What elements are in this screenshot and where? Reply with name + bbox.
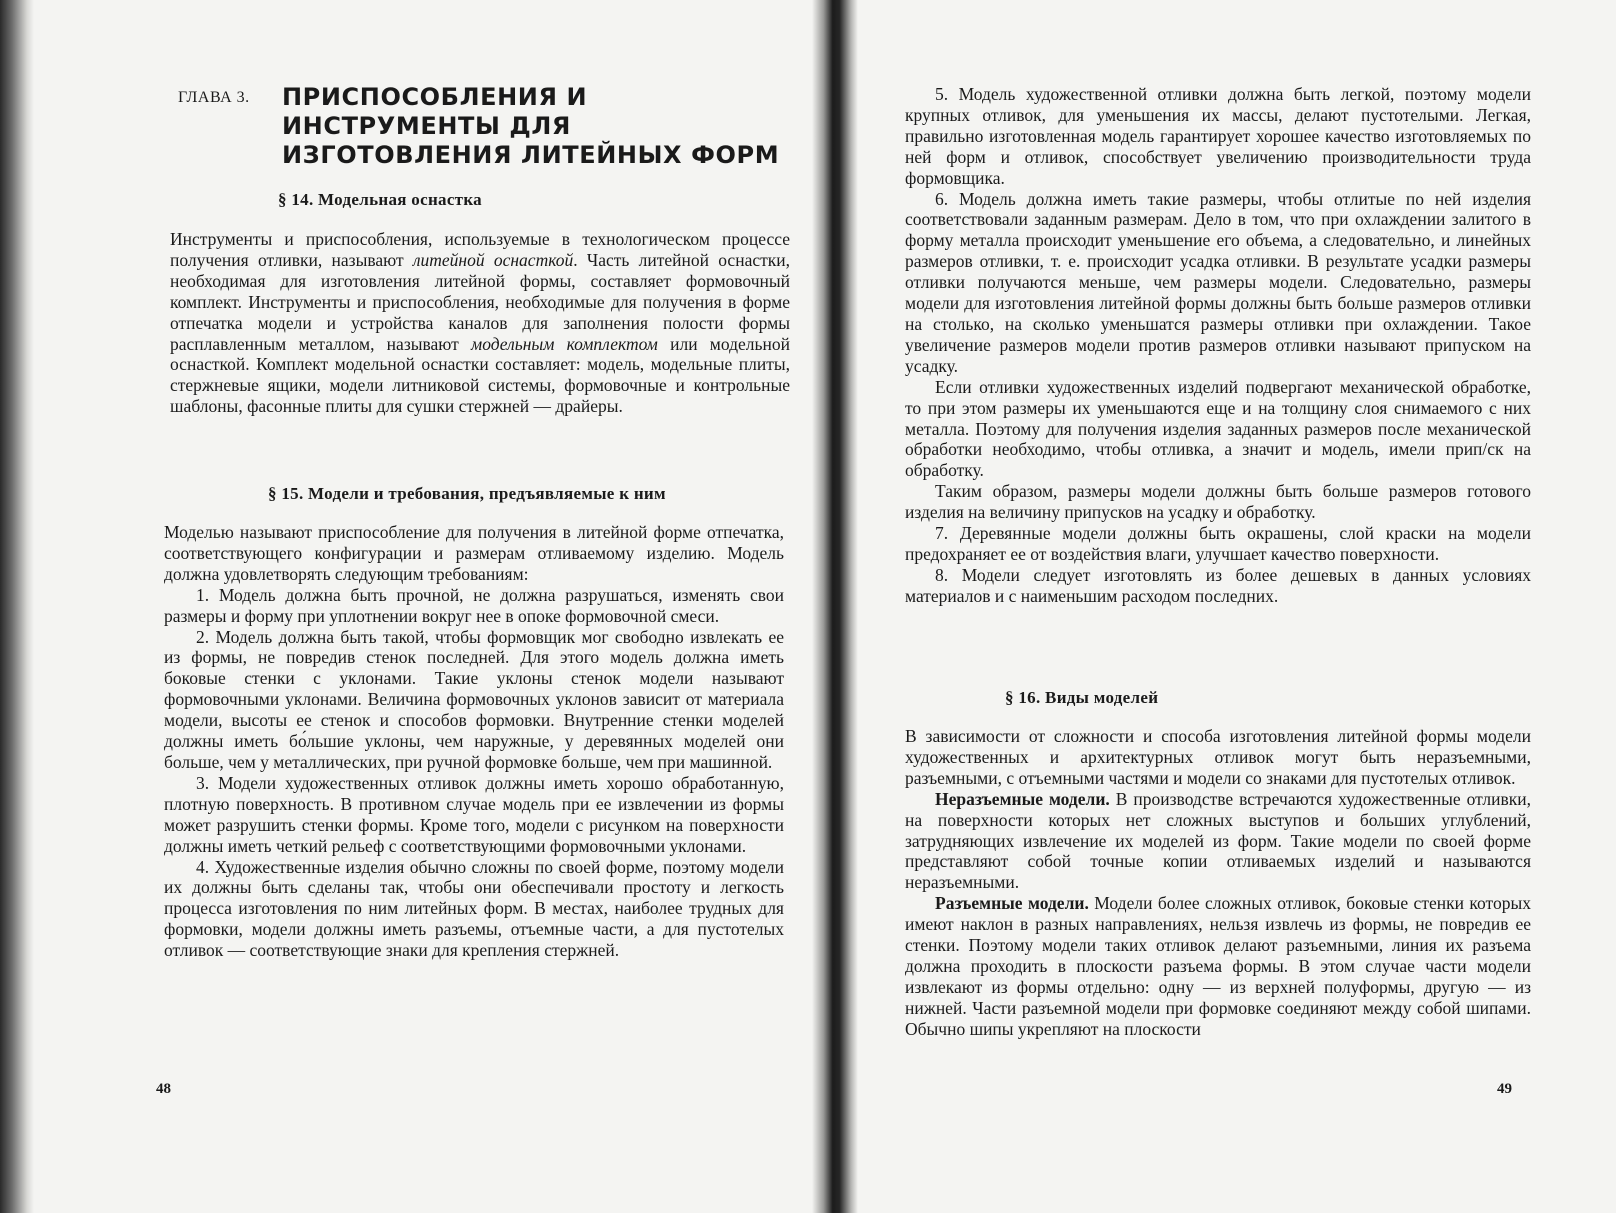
chapter-header xyxy=(178,83,798,173)
machining-allowance-paragraph: Если отливки художественных изделий подвергают механической обработке, то при этом размеры их уменьшаются еще и на толщину слоя снимаемого с них металла. Поэтому для получения изделия заданных размеров после механической обработки необходимо, чтобы отливка, а значит и модель, имели прип/ск на обработку. xyxy=(905,376,1531,481)
scan-shadow-left xyxy=(0,0,34,1213)
requirement-1: 1. Модель должна быть прочной, не должна разрушаться, изменять свои размеры и форму при уплотнении вокруг нее в опоке формовочной смеси. xyxy=(164,584,784,626)
chapter-label: ГЛАВА 3. xyxy=(178,89,250,106)
requirement-4: 4. Художественные изделия обычно сложны по своей форме, поэтому модели их должны быть сделаны так, чтобы они обеспечивали простоту и легкость процесса изготовления по ним литейных форм. В местах, наиболее трудных для формовки, модели должны иметь разъемы, отъемные части, а для пустотелых отливок — соответствующие знаки для крепления стержней. xyxy=(164,856,784,961)
term-split-models: Разъемные модели. xyxy=(935,893,1089,914)
requirements-continued xyxy=(905,84,1531,607)
term-model-kit: модельным комплектом xyxy=(471,333,658,354)
page-number-left: 48 xyxy=(156,1081,171,1097)
section-16-intro: В зависимости от сложности и способа изготовления литейной формы модели художественных и архитектурных отливок могут быть неразъемными, разъемными, с отъемными частями и модели со знаками для пустотелых отливок. xyxy=(905,726,1531,788)
section-14-paragraph: Инструменты и приспособления, используемые в технологическом процессе получения отливки, называют литейной оснасткой. Часть литейной оснастки, необходимая для изготовления литейной формы, составляет формовочный комплект. Инструменты и приспособления, необходимые для получения в форме отпечатка модели и устройства каналов для заполнения полости формы расплавленным металлом, называют модельным комплектом или модельной оснасткой. Комплект модельной оснастки составляет: модель, модельные плиты, стержневые ящики, модели литниковой системы, формовочные и контрольные шаблоны, фасонные плиты для сушки стержней — драйеры. xyxy=(170,229,790,417)
section-16-heading: § 16. Виды моделей xyxy=(1005,688,1159,707)
requirement-2: 2. Модель должна быть такой, чтобы формовщик мог свободно извлекать ее из формы, не повредив стенок последней. Для этого модель должна иметь боковые стенки с уклонами. Такие уклоны стенок модели называют формовочными уклонами. Величина формовочных уклонов зависит от материала модели, высоты ее стенок и способов формовки. Внутренние стенки моделей должны иметь бо́льшие уклоны, чем наружные, у деревянных моделей они больше, чем у металлических, при ручной формовке больше, чем при машинной. xyxy=(164,626,784,772)
section-15-body xyxy=(164,522,784,961)
requirement-5: 5. Модель художественной отливки должна быть легкой, поэтому модели крупных отливок, для уменьшения их массы, делают пустотелыми. Легкая, правильно изготовленная модель гарантирует хорошее качество изготовляемых по ней форм и отливок, способствует увеличению производительности труда формовщика. xyxy=(905,84,1531,188)
solid-models-paragraph: Неразъемные модели. В производстве встречаются художественные отливки, на поверхности которых нет сложных выступов и больших углублений, затрудняющих извлечение их моделей из форм. Такие модели по своей форме представляют собой точные копии отливаемых изделий и называются неразъемными. xyxy=(905,788,1531,893)
summary-paragraph: Таким образом, размеры модели должны быть больше размеров готового изделия на величину припусков на усадку и обработку. xyxy=(905,481,1531,523)
section-14-heading: § 14. Модельная оснастка xyxy=(278,190,482,209)
page-number-right: 49 xyxy=(1497,1081,1512,1097)
chapter-title: ПРИСПОСОБЛЕНИЯ И ИНСТРУМЕНТЫ ДЛЯ ИЗГОТОВЛЕНИЯ ЛИТЕЙНЫХ ФОРМ xyxy=(282,83,780,169)
section-14-body xyxy=(170,229,790,417)
requirement-7: 7. Деревянные модели должны быть окрашены, слой краски на модели предохраняет ее от воздействия влаги, улучшает качество поверхности. xyxy=(905,523,1531,564)
book-spine xyxy=(812,0,858,1213)
term-casting-tooling: литейной оснасткой xyxy=(412,249,574,270)
section-15-intro: Моделью называют приспособление для получения в литейной форме отпечатка, соответствующего конфигурации и размерам отливаемому изделию. Модель должна удовлетворять следующим требованиям: xyxy=(164,522,784,584)
section-16-body xyxy=(905,726,1531,1040)
requirement-8: 8. Модели следует изготовлять из более дешевых в данных условиях материалов и с наименьшим расходом последних. xyxy=(905,564,1531,606)
section-15-heading: § 15. Модели и требования, предъявляемые к ним xyxy=(268,484,666,503)
split-models-paragraph: Разъемные модели. Модели более сложных отливок, боковые стенки которых имеют наклон в разных направлениях, нельзя извлечь из формы, не повредив ее стенки. Поэтому модели таких отливок делают разъемными, линия их разъема должна проходить в плоскости разъема формы. В этом случае части модели извлекают из формы отдельно: одну — из верхней полуформы, другую — из нижней. Части разъемной модели при формовке соединяют между собой шипами. Обычно шипы укрепляют на плоскости xyxy=(905,893,1531,1039)
requirement-3: 3. Модели художественных отливок должны иметь хорошо обработанную, плотную поверхность. В противном случае модель при ее извлечении из формы может разрушить стенки формы. Кроме того, модели с рисунком на поверхности должны иметь четкий рельеф с соответствующими формовочными уклонами. xyxy=(164,772,784,856)
term-solid-models: Неразъемные модели. xyxy=(935,788,1110,809)
requirement-6: 6. Модель должна иметь такие размеры, чтобы отлитые по ней изделия соответствовали заданным размерам. Дело в том, что при охлаждении залитого в форму металла происходит уменьшение его объема, а следовательно, и линейных размеров отливки, т. е. происходит усадка отливки. В результате усадки размеры отливки получаются меньше, чем размеры модели. Следовательно, размеры модели для изготовления литейной формы должны быть больше размеров отливки на столько, на сколько уменьшатся размеры отливки при охлаждении. Такое увеличение размеров модели против размеров отливки называют припуском на усадку. xyxy=(905,188,1531,376)
